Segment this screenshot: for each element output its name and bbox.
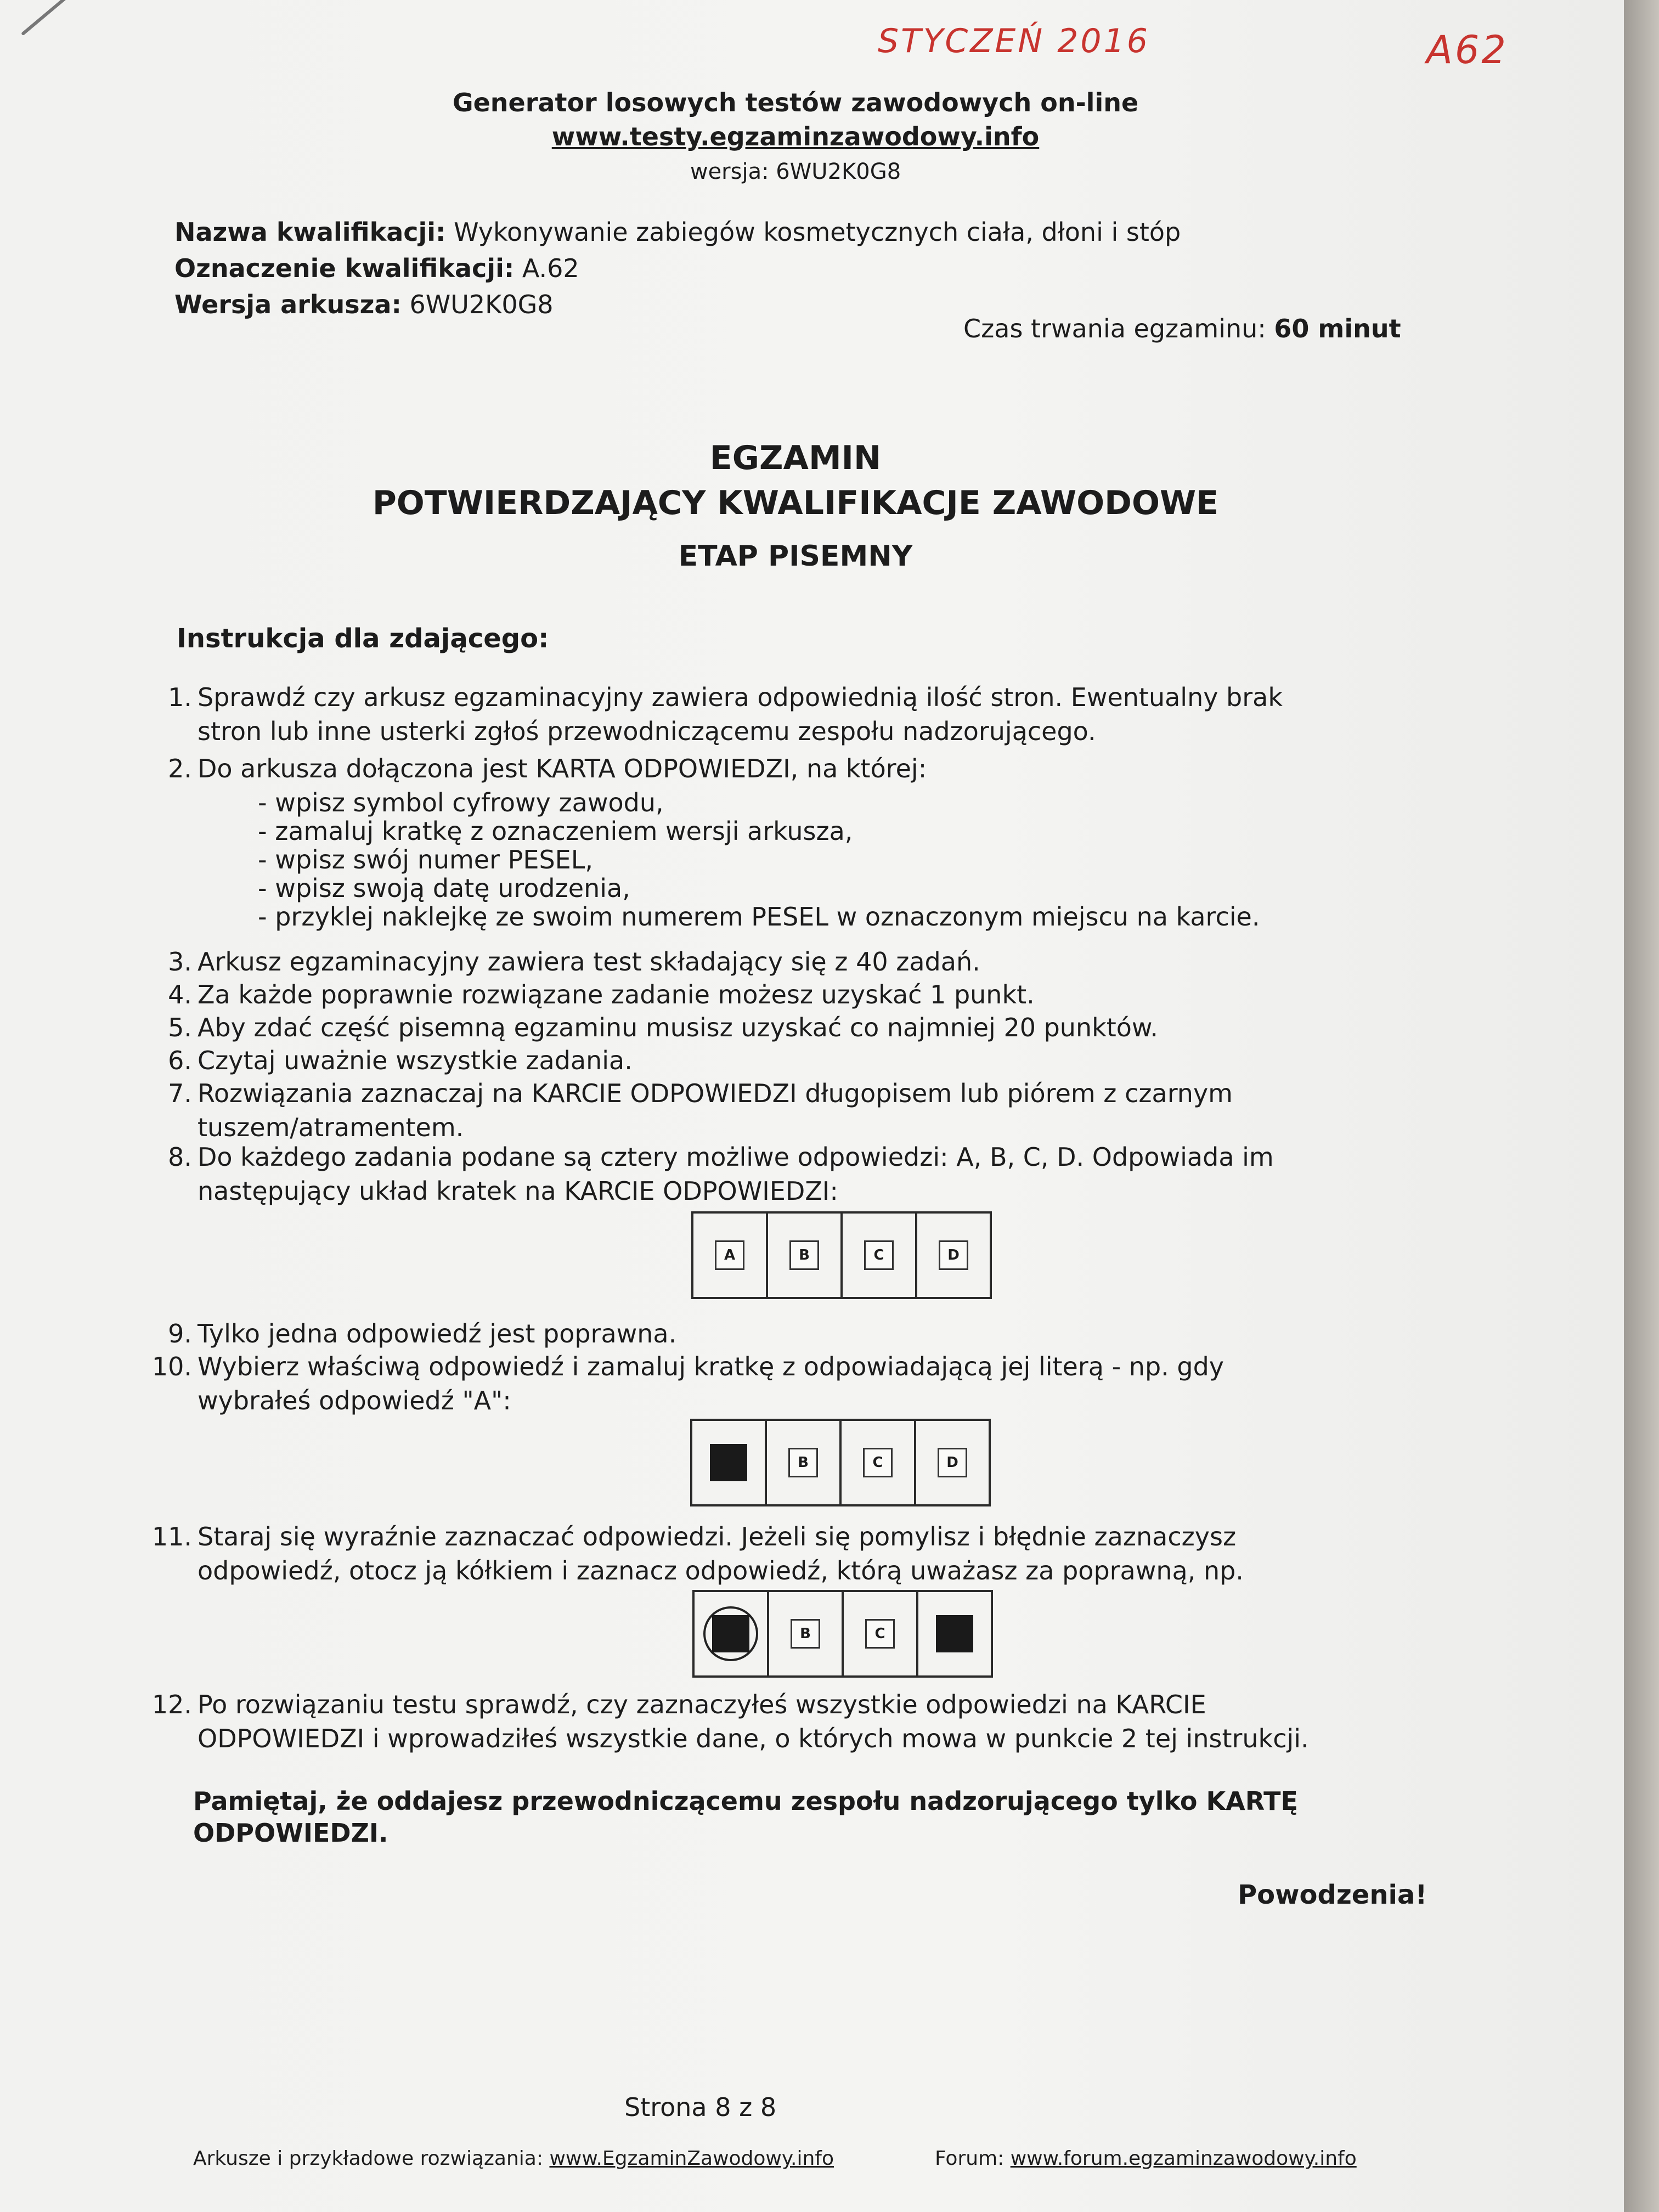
sub-item: - wpisz swój numer PESEL,: [258, 845, 593, 874]
answer-grid-example-a-marked: [690, 1419, 991, 1506]
item-text: stron lub inne usterki zgłoś przewodniczącemu zespołu nadzorującego.: [198, 716, 1096, 746]
page-number: Strona 8 z 8: [624, 2092, 777, 2122]
answer-box-d: D: [939, 1240, 968, 1270]
item-text: Staraj się wyraźnie zaznaczać odpowiedzi. Jeżeli się pomylisz i błędnie zaznaczysz: [198, 1522, 1237, 1551]
item-text: Aby zdać część pisemną egzaminu musisz uzyskać co najmniej 20 punktów.: [198, 1013, 1158, 1042]
sub-item: - zamaluj kratkę z oznaczeniem wersji arkusza,: [258, 816, 853, 846]
list-item: [168, 978, 1459, 1012]
handwritten-code: A62: [1426, 27, 1508, 72]
list-item: [151, 1688, 1459, 1756]
footer-right: [935, 2147, 1357, 2170]
instructions-heading: Instrukcja dla zdającego:: [177, 623, 549, 654]
title-exam: EGZAMIN: [709, 439, 882, 477]
sheet-version: [174, 286, 554, 323]
qualification-code: [174, 250, 579, 286]
pen-mark: [21, 0, 86, 36]
item-number: 2.: [168, 754, 192, 783]
item-number: 10.: [151, 1352, 192, 1381]
list-item: [168, 1317, 1459, 1351]
footer-right-link[interactable]: www.forum.egzaminzawodowy.info: [1010, 2147, 1357, 2170]
item-text: odpowiedź, otocz ją kółkiem i zaznacz odpowiedź, którą uważasz za poprawną, np.: [198, 1556, 1244, 1585]
item-text: tuszem/atramentem.: [198, 1113, 464, 1142]
answer-cell-a: [693, 1214, 768, 1297]
answer-cell-b: [768, 1214, 843, 1297]
answer-box-d: D: [938, 1448, 967, 1477]
good-luck: Powodzenia!: [1238, 1880, 1427, 1910]
answer-cell-c: [844, 1592, 918, 1675]
version-label: wersja: 6WU2K0G8: [690, 159, 901, 184]
exam-duration-label: Czas trwania egzaminu:: [963, 314, 1266, 343]
generator-title: Generator losowych testów zawodowych on-line: [452, 88, 1139, 117]
list-item: [168, 680, 1459, 748]
title-stage: ETAP PISEMNY: [678, 540, 913, 573]
item-text: wybrałeś odpowiedź "A":: [198, 1386, 511, 1415]
answer-cell-b: [769, 1592, 844, 1675]
answer-box-filled: [712, 1615, 749, 1652]
item-text: Wybierz właściwą odpowiedź i zamaluj kratkę z odpowiadającą jej literą - np. gdy: [198, 1352, 1224, 1381]
sheet-version-value: 6WU2K0G8: [409, 290, 554, 319]
handwritten-date: STYCZEŃ 2016: [878, 22, 1150, 60]
item-number: 8.: [168, 1142, 192, 1172]
answer-box-c: C: [865, 1619, 895, 1649]
sub-item: - wpisz symbol cyfrowy zawodu,: [258, 788, 664, 817]
footer-left-label: Arkusze i przykładowe rozwiązania:: [193, 2147, 543, 2170]
footer-left: [193, 2147, 834, 2170]
item-text: następujący układ kratek na KARCIE ODPOWIEDZI:: [198, 1176, 838, 1206]
qualification-code-label: Oznaczenie kwalifikacji:: [174, 253, 515, 283]
title-confirming: POTWIERDZAJĄCY KWALIFIKACJE ZAWODOWE: [372, 484, 1219, 522]
answer-grid-example-corrected: [692, 1590, 993, 1678]
circled-mark: [703, 1606, 758, 1661]
answer-box-c: C: [864, 1240, 894, 1270]
item-text: Po rozwiązaniu testu sprawdź, czy zaznaczyłeś wszystkie odpowiedzi na KARCIE: [198, 1690, 1206, 1719]
reminder-text: Pamiętaj, że oddajesz przewodniczącemu zespołu nadzorującego tylko KARTĘ ODPOWIEDZI.: [193, 1786, 1298, 1848]
answer-cell-a: [692, 1421, 767, 1504]
answer-cell-a: [695, 1592, 769, 1675]
item-number: 6.: [168, 1046, 192, 1075]
exam-duration: [963, 311, 1401, 347]
answer-box-b: B: [789, 1240, 819, 1270]
answer-cell-d: [917, 1214, 990, 1297]
answer-cell-c: [843, 1214, 917, 1297]
item-number: 4.: [168, 980, 192, 1009]
list-item: [168, 945, 1459, 979]
answer-box-b: B: [791, 1619, 820, 1649]
sub-item: - przyklej naklejkę ze swoim numerem PESEL w oznaczonym miejscu na karcie.: [258, 902, 1260, 932]
qualification-name-value: Wykonywanie zabiegów kosmetycznych ciała, dłoni i stóp: [454, 217, 1181, 247]
sub-item: - wpisz swoją datę urodzenia,: [258, 873, 630, 903]
answer-box-c: C: [863, 1448, 893, 1477]
footer-right-label: Forum:: [935, 2147, 1005, 2170]
answer-box-b: B: [788, 1448, 818, 1477]
answer-cell-b: [767, 1421, 842, 1504]
sheet-version-label: Wersja arkusza:: [174, 290, 402, 319]
item-text: ODPOWIEDZI i wprowadziłeś wszystkie dane, o których mowa w punkcie 2 tej instrukcji.: [198, 1724, 1309, 1753]
answer-grid-example-empty: [691, 1211, 992, 1299]
list-item: [151, 1350, 1459, 1418]
item-text: Za każde poprawnie rozwiązane zadanie możesz uzyskać 1 punkt.: [198, 980, 1035, 1009]
list-item: [168, 752, 1459, 786]
item-text: Do każdego zadania podane są cztery możliwe odpowiedzi: A, B, C, D. Odpowiada im: [198, 1142, 1274, 1172]
answer-cell-c: [842, 1421, 916, 1504]
list-item: [168, 1140, 1459, 1208]
item-number: 12.: [151, 1690, 192, 1719]
footer-left-link[interactable]: www.EgzaminZawodowy.info: [549, 2147, 834, 2170]
generator-url[interactable]: www.testy.egzaminzawodowy.info: [551, 122, 1040, 151]
list-item: [168, 1076, 1459, 1144]
answer-box-filled: [710, 1444, 747, 1481]
table-edge: [1624, 0, 1659, 2212]
list-item: [168, 1043, 1459, 1077]
item-number: 5.: [168, 1013, 192, 1042]
answer-box-filled: [936, 1615, 973, 1652]
item-number: 9.: [168, 1319, 192, 1348]
item-text: Tylko jedna odpowiedź jest poprawna.: [198, 1319, 677, 1348]
answer-cell-d: [918, 1592, 991, 1675]
qualification-name: [174, 214, 1181, 250]
item-text: Arkusz egzaminacyjny zawiera test składający się z 40 zadań.: [198, 947, 980, 977]
qualification-name-label: Nazwa kwalifikacji:: [174, 217, 446, 247]
answer-box-a: A: [715, 1240, 744, 1270]
item-number: 7.: [168, 1079, 192, 1108]
qualification-code-value: A.62: [522, 253, 579, 283]
item-number: 11.: [151, 1522, 192, 1551]
item-text: Czytaj uważnie wszystkie zadania.: [198, 1046, 633, 1075]
item-number: 3.: [168, 947, 192, 977]
list-item: [151, 1520, 1459, 1588]
exam-duration-value: 60 minut: [1274, 314, 1401, 343]
list-item: [168, 1011, 1459, 1045]
item-text: Rozwiązania zaznaczaj na KARCIE ODPOWIEDZI długopisem lub piórem z czarnym: [198, 1079, 1233, 1108]
answer-cell-d: [916, 1421, 989, 1504]
item-number: 1.: [168, 682, 192, 712]
item-text: Do arkusza dołączona jest KARTA ODPOWIEDZI, na której:: [198, 754, 927, 783]
item-text: Sprawdź czy arkusz egzaminacyjny zawiera odpowiednią ilość stron. Ewentualny brak: [198, 682, 1283, 712]
